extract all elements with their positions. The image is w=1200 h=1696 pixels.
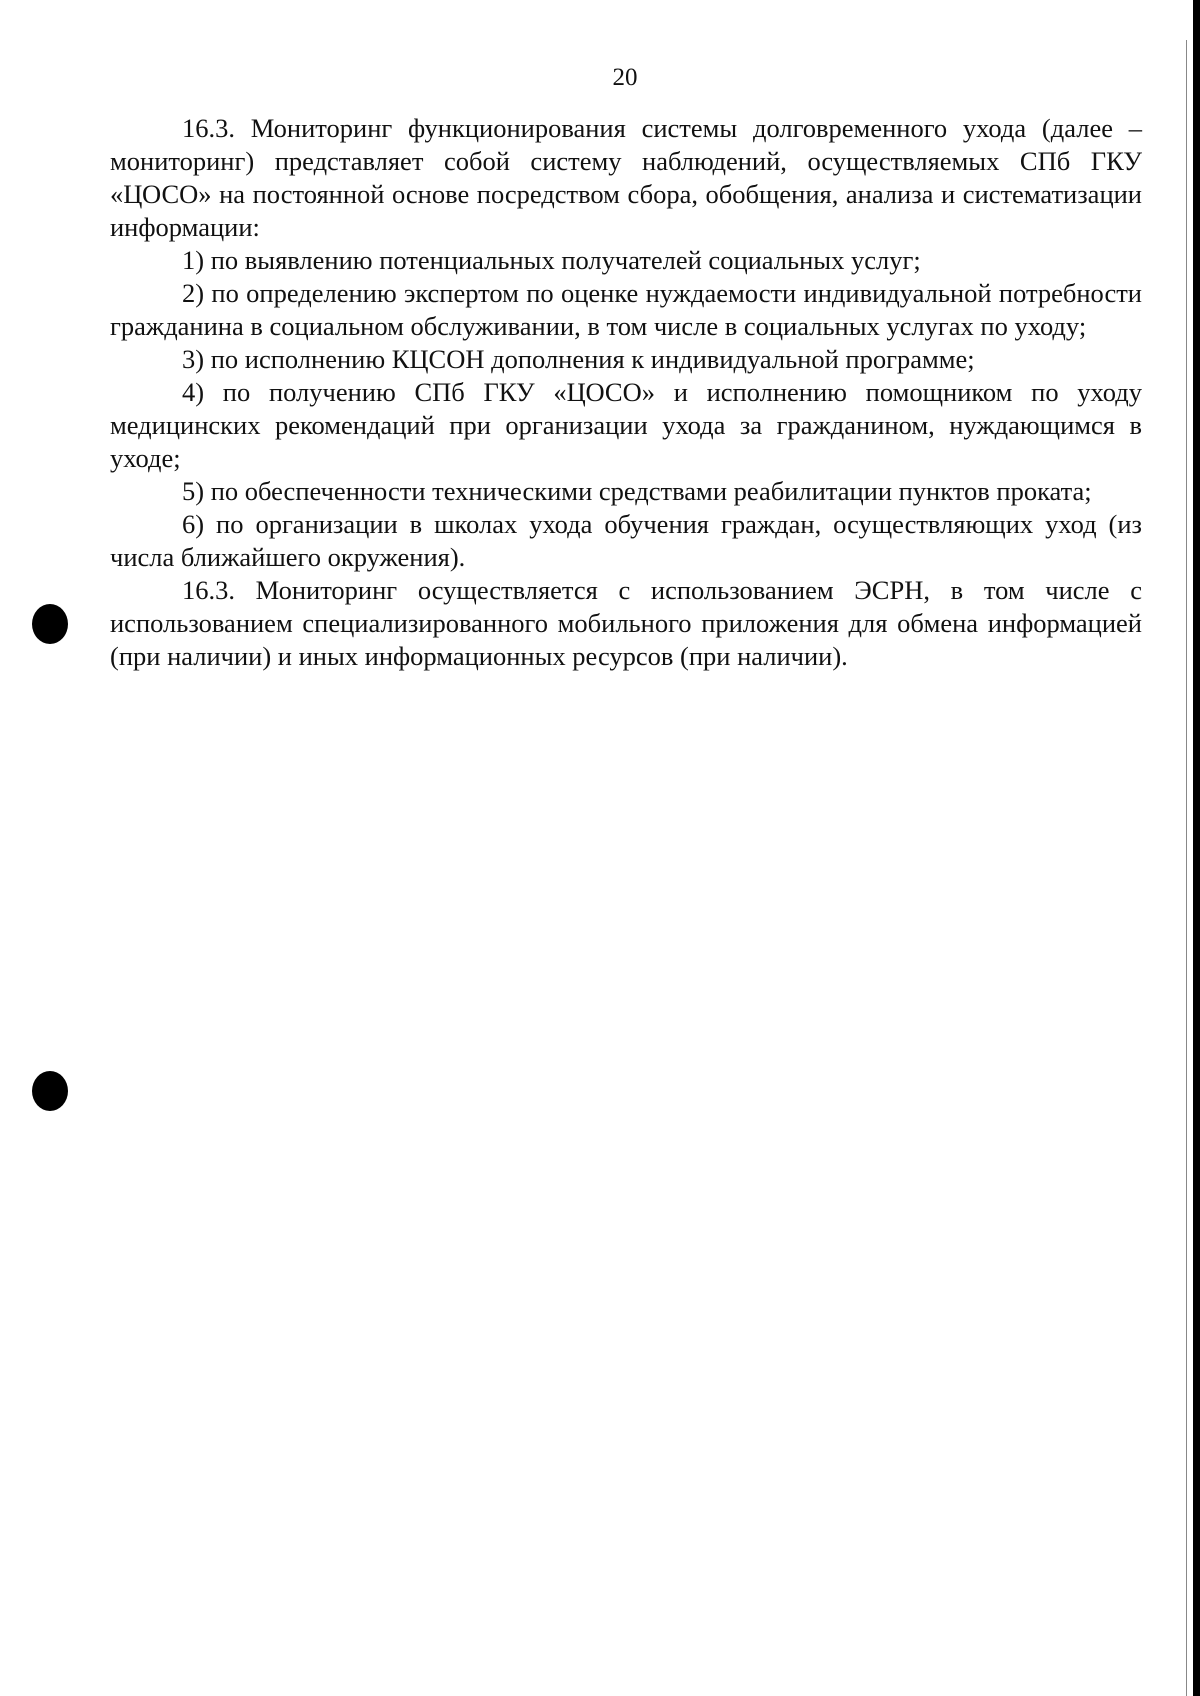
scan-edge-shadow — [1186, 40, 1187, 1696]
scan-edge-border — [1193, 0, 1200, 1696]
list-item-6: 6) по организации в школах ухода обучения граждан, осуществляющих уход (из числа ближайшего окружения). — [110, 509, 1142, 572]
list-item-3: 3) по исполнению КЦСОН дополнения к индивидуальной программе; — [182, 344, 975, 374]
list-item-2: 2) по определению экспертом по оценке нуждаемости индивидуальной потребности гражданина в социальном обслуживании, в том числе в социальных услугах по уходу; — [110, 278, 1142, 341]
list-item-1: 1) по выявлению потенциальных получателей социальных услуг; — [182, 245, 921, 275]
paragraph-monitoring-definition: 16.3. Мониторинг функционирования системы долговременного ухода (далее – мониторинг) представляет собой систему наблюдений, осуществляемых СПб ГКУ «ЦОСО» на постоянной основе посредством сбора, обобщения, анализа и систематизации информации: — [110, 113, 1142, 242]
list-item-5: 5) по обеспеченности техническими средствами реабилитации пунктов проката; — [182, 476, 1092, 506]
page-number: 20 — [612, 64, 638, 91]
binder-hole-mark — [32, 1071, 68, 1111]
paragraph-monitoring-means: 16.3. Мониторинг осуществляется с использованием ЭСРН, в том числе с использованием специализированного мобильного приложения для обмена информацией (при наличии) и иных информационных ресурсов (при наличии). — [110, 575, 1142, 671]
binder-hole-mark — [32, 604, 68, 644]
list-item-4: 4) по получению СПб ГКУ «ЦОСО» и исполнению помощником по уходу медицинских рекомендаций при организации ухода за гражданином, нуждающимся в уходе; — [110, 377, 1142, 473]
document-body — [110, 112, 1142, 673]
